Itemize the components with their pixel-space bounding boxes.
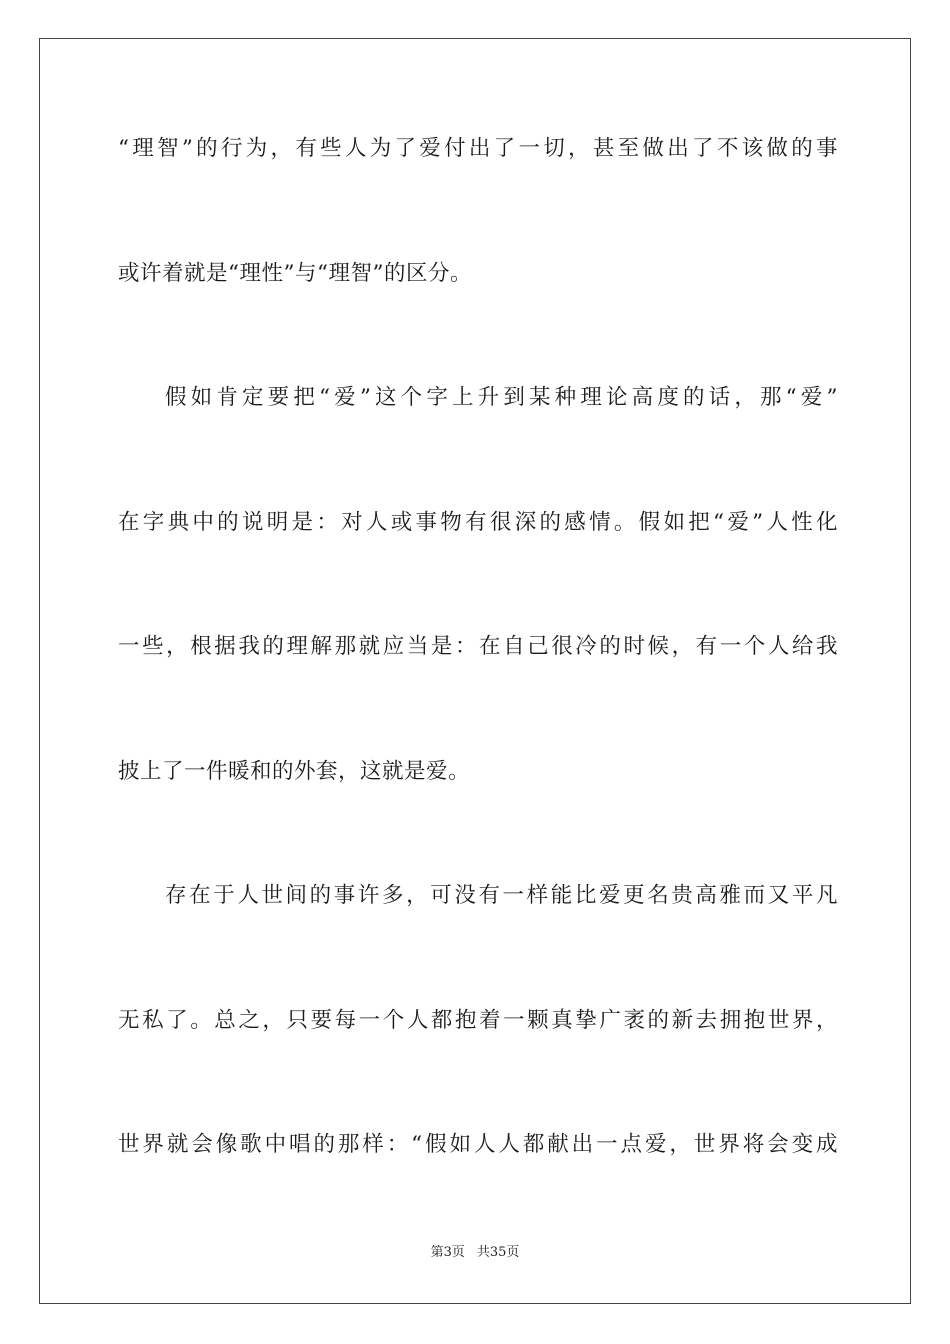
body-line-5: 一些，根据我的理解那就应当是：在自己很冷的时候，有一个人给我	[118, 634, 838, 659]
body-line-6: 披上了一件暖和的外套，这就是爱。	[118, 759, 471, 784]
page-total: 共35页	[476, 1245, 520, 1260]
page-frame	[39, 38, 911, 1304]
body-line-9: 世界就会像歌中唱的那样：“假如人人都献出一点爱，世界将会变成	[118, 1132, 838, 1157]
body-line-8: 无私了。总之，只要每一个人都抱着一颗真挚广袤的新去拥抱世界，	[118, 1008, 838, 1033]
body-line-1: “理智”的行为，有些人为了爱付出了一切，甚至做出了不该做的事	[118, 136, 838, 161]
body-line-3: 假如肯定要把“爱”这个字上升到某种理论高度的话，那“爱”	[165, 385, 838, 410]
body-line-7: 存在于人世间的事许多，可没有一样能比爱更名贵高雅而又平凡	[165, 883, 838, 908]
body-line-4: 在字典中的说明是：对人或事物有很深的感情。假如把“爱”人性化	[118, 510, 838, 535]
page-footer	[0, 1244, 950, 1262]
page-number: 第3页	[430, 1245, 465, 1260]
body-line-2: 或许着就是“理性”与“理智”的区分。	[118, 261, 472, 286]
